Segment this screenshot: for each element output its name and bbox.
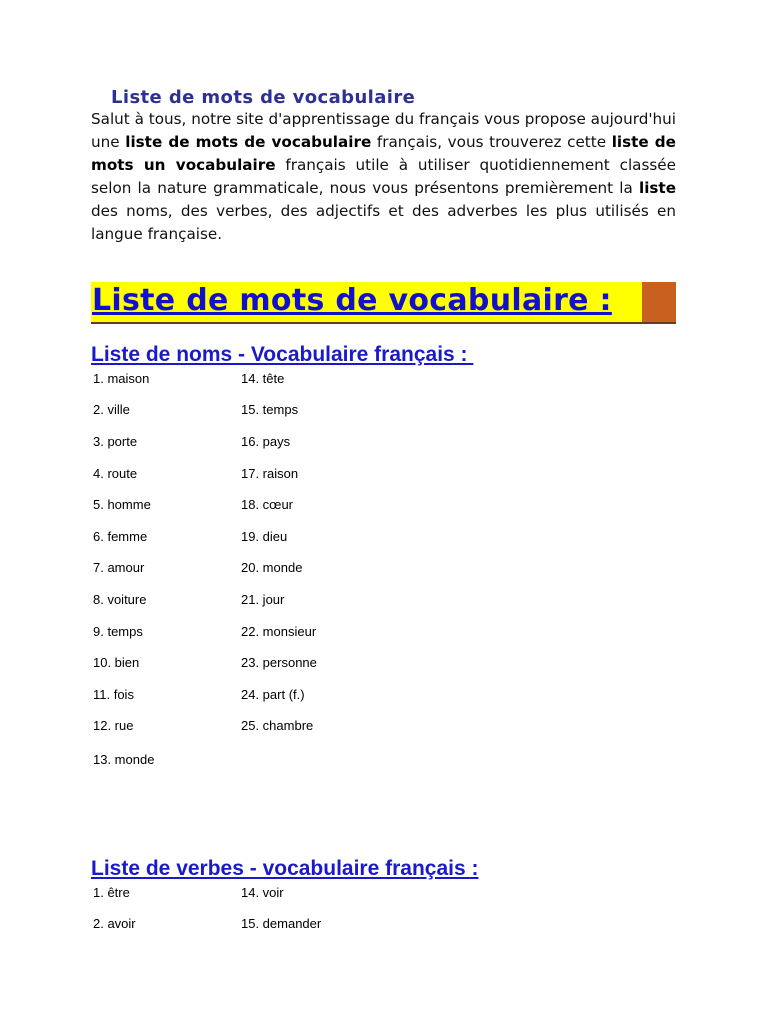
list-item: 15. temps: [241, 402, 299, 417]
list-item: 6. femme: [93, 529, 148, 544]
list-item: 14. tête: [241, 371, 285, 386]
list-item: 14. voir: [241, 885, 284, 900]
list-item: 13. monde: [93, 752, 155, 767]
intro-text-3: français utile à utiliser quotidiennement classée selon la nature grammaticale, nous vous présentons premièrement la: [91, 156, 676, 197]
verbs-heading-link[interactable]: Liste de verbes - vocabulaire français :: [91, 857, 479, 880]
list-item: 5. homme: [93, 497, 151, 512]
intro-bold-3: liste: [638, 179, 676, 197]
list-item: 19. dieu: [241, 529, 288, 544]
intro-text-1: Salut à tous, notre site d'apprentissage du français vous propose aujourd'hui une: [91, 110, 676, 151]
list-item: 4. route: [93, 466, 138, 481]
banner-heading: Liste de mots de vocabulaire :: [92, 283, 612, 318]
list-item: 2. ville: [93, 402, 130, 417]
intro-bold-2: liste de mots un vocabulaire: [91, 133, 676, 174]
list-item: 1. être: [93, 885, 130, 900]
list-item: 15. demander: [241, 916, 322, 931]
list-item: 9. temps: [93, 624, 143, 639]
intro-paragraph: [91, 108, 676, 246]
vocabulary-banner: [91, 282, 676, 324]
banner-accent-block: [642, 282, 676, 322]
list-item: 17. raison: [241, 466, 299, 481]
intro-text-4: des noms, des verbes, des adjectifs et des adverbes les plus utilisés en langue française.: [91, 202, 676, 243]
page-title: Liste de mots de vocabulaire: [111, 87, 416, 108]
nouns-heading-link[interactable]: Liste de noms - Vocabulaire français :: [91, 343, 474, 366]
list-item: 23. personne: [241, 655, 317, 670]
list-item: 18. cœur: [241, 497, 294, 512]
list-item: 11. fois: [93, 687, 134, 702]
list-item: 24. part (f.): [241, 687, 305, 702]
list-item: 25. chambre: [241, 718, 314, 733]
intro-text-2: français, vous trouverez cette: [371, 133, 612, 151]
list-item: 12. rue: [93, 718, 134, 733]
list-item: 2. avoir: [93, 916, 136, 931]
list-item: 3. porte: [93, 434, 138, 449]
list-item: 1. maison: [93, 371, 150, 386]
intro-bold-1: liste de mots de vocabulaire: [125, 133, 372, 151]
list-item: 16. pays: [241, 434, 291, 449]
list-item: 22. monsieur: [241, 624, 317, 639]
list-item: 20. monde: [241, 560, 303, 575]
list-item: 10. bien: [93, 655, 140, 670]
list-item: 8. voiture: [93, 592, 147, 607]
list-item: 21. jour: [241, 592, 285, 607]
list-item: 7. amour: [93, 560, 145, 575]
